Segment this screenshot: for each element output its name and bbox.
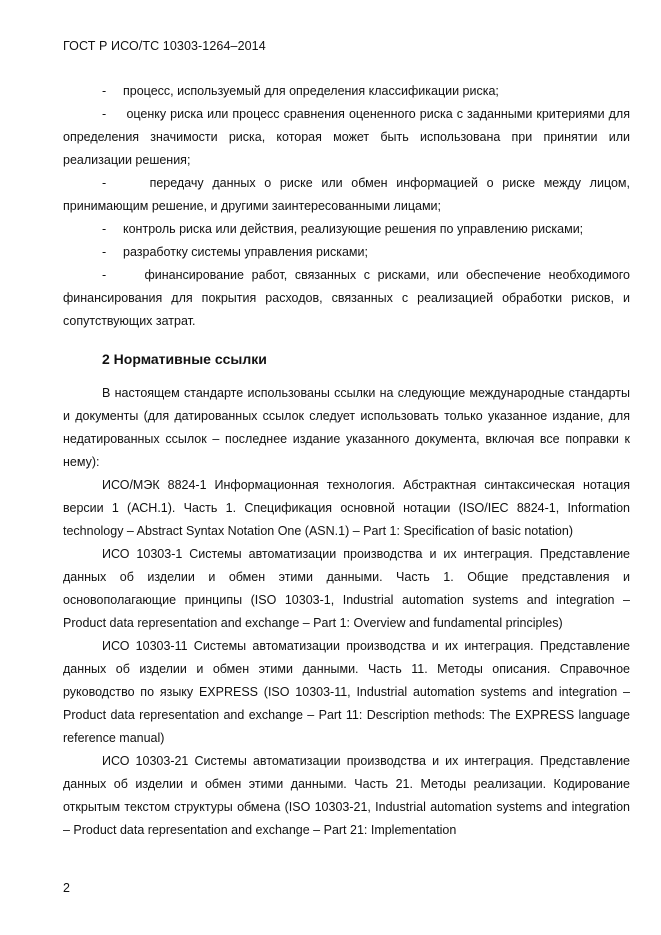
page-number: 2 <box>63 881 70 895</box>
document-header: ГОСТ Р ИСО/ТС 10303-1264–2014 <box>63 39 266 53</box>
list-dash: - <box>102 107 107 121</box>
list-item-text: процесс, используемый для определения классификации риска; <box>123 84 499 98</box>
list-dash: - <box>102 84 107 98</box>
list-dash: - <box>102 268 107 282</box>
reference-entry: ИСО 10303-21 Системы автоматизации производства и их интеграция. Представление данных об изделии и обмен этими данными. Часть 21. Методы реализации. Кодирование открытым текстом структуры обмена (ISO 10303-21, Industrial automation systems and integration – Product data representation and exchange – Part 21: Implementation <box>63 754 630 837</box>
list-item-text: оценку риска или процесс сравнения оцененного риска с заданными критериями для определения значимости риска, которая может быть использована при принятии или реализации решения; <box>63 107 630 167</box>
list-item-text: финансирование работ, связанных с рисками, или обеспечение необходимого финансирования для покрытия расходов, связанных с реализацией обработки рисков, и сопутствующих затрат. <box>63 268 631 328</box>
list-item-text: контроль риска или действия, реализующие решения по управлению рисками; <box>123 222 584 236</box>
list-item <box>63 103 630 172</box>
list-dash: - <box>102 222 107 236</box>
list-item-text: передачу данных о риске или обмен информацией о риске между лицом, принимающим решение, и другими заинтересованными лицами; <box>63 176 630 213</box>
document-body <box>63 80 630 842</box>
list-dash: - <box>102 245 107 259</box>
list-item <box>102 218 630 241</box>
list-item <box>63 172 630 218</box>
list-item-text: разработку системы управления рисками; <box>123 245 368 259</box>
list-item <box>63 264 630 333</box>
reference-entry: ИСО 10303-1 Системы автоматизации производства и их интеграция. Представление данных об изделии и обмен этими данными. Часть 1. Общие представления и основополагающие принципы (ISO 10303-1, Industrial automation systems and integration – Product data representation and exchange – Part 1: Overview and fundamental principles) <box>63 547 630 630</box>
reference-entry: ИСО 10303-11 Системы автоматизации производства и их интеграция. Представление данных об изделии и обмен этими данными. Часть 11. Методы описания. Справочное руководство по языку EXPRESS (ISO 10303-11, Industrial automation systems and integration – Product data representation and exchange – Part 11: Description methods: The EXPRESS language reference manual) <box>63 639 630 745</box>
section-intro: В настоящем стандарте использованы ссылки на следующие международные стандарты и документы (для датированных ссылок следует использовать только указанное издание, для недатированных ссылок – последнее издание указанного документа, включая все поправки к нему): <box>63 386 630 469</box>
list-dash: - <box>102 176 107 190</box>
reference-entry: ИСО/МЭК 8824-1 Информационная технология. Абстрактная синтаксическая нотация версии 1 (АСН.1). Часть 1. Спецификация основной нотации (ISO/IEC 8824-1, Information technology – Abstract Syntax Notation One (ASN.1) – Part 1: Specification of basic notation) <box>63 478 630 538</box>
section-heading: 2 Нормативные ссылки <box>102 351 267 367</box>
list-item <box>102 241 630 264</box>
list-item <box>102 80 630 103</box>
